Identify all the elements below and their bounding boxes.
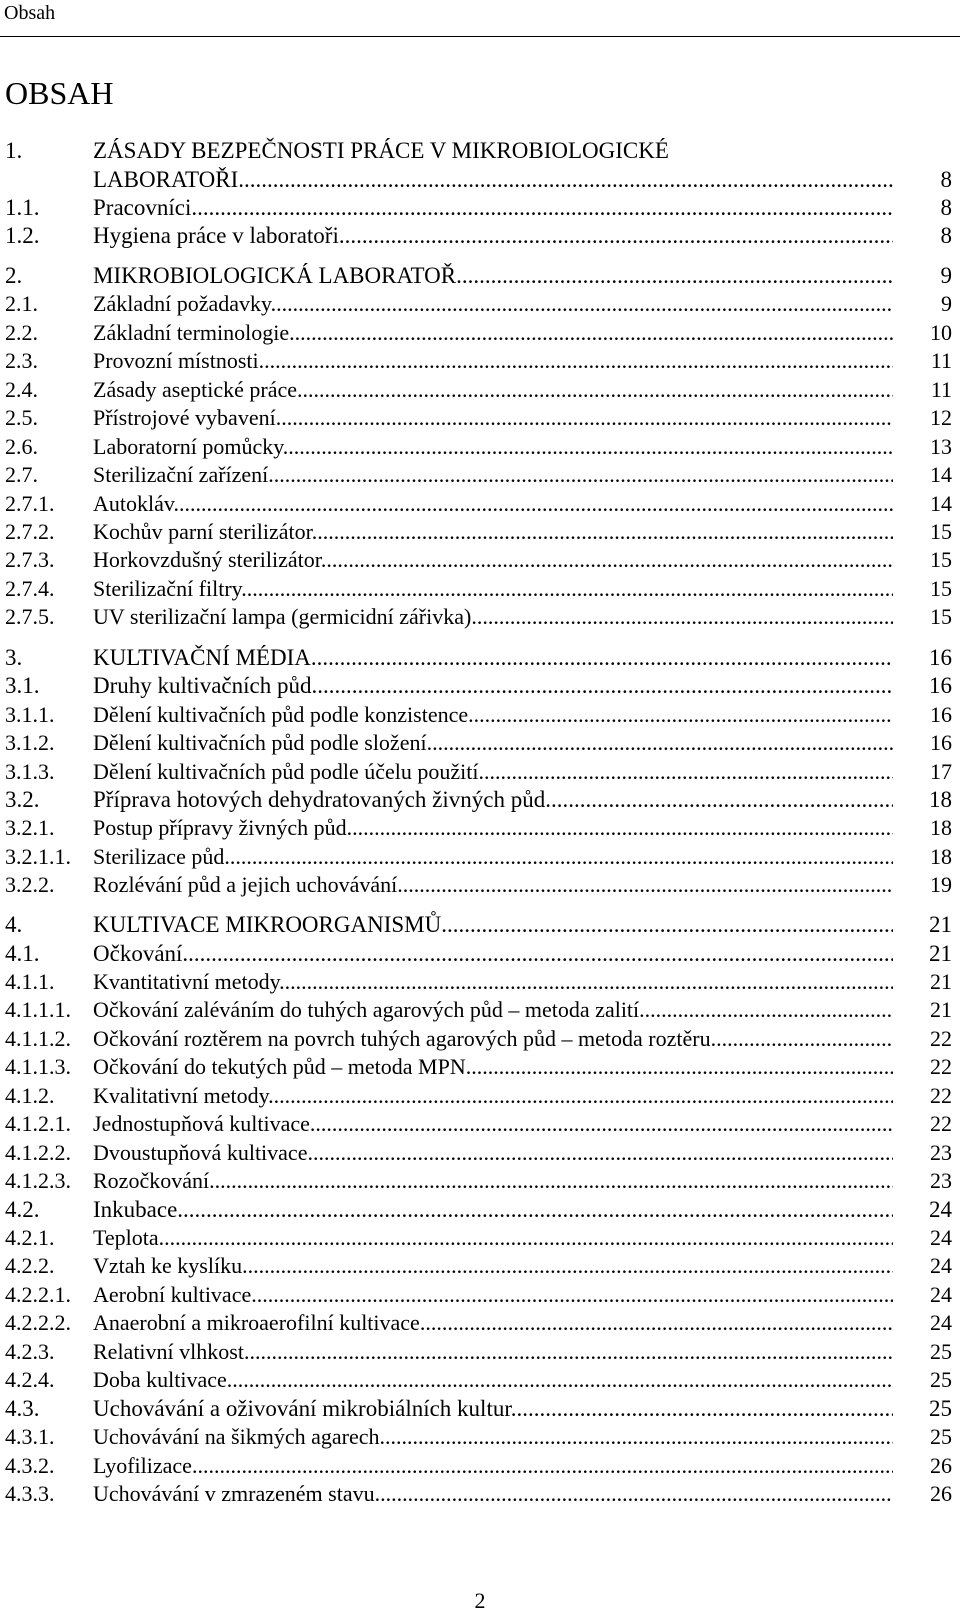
toc-entry-page: 21 [929,912,952,937]
toc-entry-page: 11 [930,377,952,402]
toc-entry-title: Lyofilizace ..... [93,1452,893,1480]
toc-entry-number: 4.1.2.2. [5,1140,71,1165]
toc-entry[interactable] [0,1366,960,1394]
toc-entry-title: Příprava hotových dehydratovaných živných půd ..... [93,786,893,814]
toc-entry[interactable] [0,1281,960,1309]
toc-entry-title: Uchovávání v zmrazeném stavu ..... [93,1480,893,1508]
toc-entry-title: Sterilizační filtry ..... [93,575,893,603]
toc-entry[interactable] [0,1224,960,1252]
toc-entry-title: Zásady aseptické práce ..... [93,376,893,404]
toc-entry[interactable] [0,911,960,939]
toc-entry-title: Pracovníci ..... [93,194,893,222]
toc-entry-page: 11 [930,348,952,373]
toc-entry-title: Kvalitativní metody ..... [93,1082,893,1110]
toc-entry-title: ZÁSADY BEZPEČNOSTI PRÁCE V MIKROBIOLOGICKÉ [93,138,669,163]
toc-entry[interactable] [0,490,960,518]
toc-entry-title: Postup přípravy živných půd ..... [93,814,893,842]
toc-entry-page: 25 [930,1339,952,1364]
toc-entry[interactable] [0,433,960,461]
toc-entry-number: 4.1.2.1. [5,1111,71,1136]
toc-entry-number: 2.5. [5,405,38,430]
toc-entry[interactable] [0,222,960,250]
toc-entry-page: 15 [930,547,952,572]
toc-entry[interactable] [0,290,960,318]
toc-entry-title: Vztah ke kyslíku ..... [93,1252,893,1280]
toc-entry[interactable] [0,461,960,489]
toc-entry-number: 3.1. [5,673,40,698]
toc-entry-number: 4.1.1.3. [5,1054,71,1079]
toc-entry[interactable] [0,376,960,404]
toc-entry-title: Jednostupňová kultivace ..... [93,1110,893,1138]
toc-entry[interactable] [0,166,960,194]
toc-entry-number: 4.1.2. [5,1083,55,1108]
toc-entry-number: 2.4. [5,377,38,402]
toc-entry-number: 3.1.3. [5,759,55,784]
toc-entry-page: 22 [930,1026,952,1051]
toc-entry-title: Základní požadavky ..... [93,290,893,318]
toc-entry-page: 26 [930,1481,952,1506]
toc-entry-page: 23 [930,1168,952,1193]
toc-entry[interactable] [0,518,960,546]
toc-entry-title: Sterilizační zařízení ..... [93,461,893,489]
toc-entry[interactable] [0,1110,960,1138]
toc-entry-title: Dělení kultivačních půd podle složení ..... [93,729,893,757]
toc-entry-page: 15 [930,604,952,629]
toc-entry[interactable] [0,347,960,375]
toc-entry-number: 4.3.2. [5,1453,55,1478]
toc-entry-page: 16 [930,702,952,727]
toc-entry[interactable] [0,546,960,574]
toc-entry-title: Uchovávání a oživování mikrobiálních kultur ..... [93,1395,893,1423]
toc-entry-page: 25 [930,1367,952,1392]
toc-entry-title: MIKROBIOLOGICKÁ LABORATOŘ ..... [93,262,893,290]
toc-entry-page: 10 [930,320,952,345]
toc-entry-number: 3.2.1.1. [5,844,71,869]
toc-entry-number: 4.2.2. [5,1253,55,1278]
toc-entry-number: 2.6. [5,434,38,459]
toc-entry-title: Uchovávání na šikmých agarech ..... [93,1423,893,1451]
toc-entry-title: Očkování roztěrem na povrch tuhých agarových půd – metoda roztěru ..... [93,1025,893,1053]
toc-entry[interactable] [0,603,960,631]
toc-entry-title: UV sterilizační lampa (germicidní zářivka) ..... [93,603,893,631]
toc-entry-number: 4. [5,912,23,937]
toc-entry-number: 2.2. [5,320,38,345]
toc-entry[interactable] [0,1196,960,1224]
toc-entry-title: Doba kultivace ..... [93,1366,893,1394]
toc-entry-number: 4.2.3. [5,1339,55,1364]
toc-entry-page: 8 [940,167,952,192]
page-number: 2 [474,1588,486,1613]
toc-entry-number: 2.7.2. [5,519,55,544]
toc-entry-title: Dělení kultivačních půd podle účelu použití ..... [93,758,893,786]
toc-entry-page: 8 [940,195,952,220]
toc-entry[interactable] [0,262,960,290]
toc-entry[interactable] [0,1082,960,1110]
toc-entry[interactable] [0,1423,960,1451]
toc-entry-number: 2.7.3. [5,547,55,572]
toc-entry-page: 22 [930,1083,952,1108]
toc-entry-number: 4.1.1.1. [5,997,71,1022]
toc-entry[interactable] [0,137,960,165]
toc-entry[interactable] [0,940,960,968]
toc-entry-number: 1. [5,138,23,163]
toc-entry[interactable] [0,404,960,432]
toc-entry-number: 4.1.2.3. [5,1168,71,1193]
toc-entry-page: 24 [930,1310,952,1335]
toc-entry-title: Rozočkování ..... [93,1167,893,1195]
toc-entry-number: 2.7.5. [5,604,55,629]
toc-entry-page: 25 [930,1424,952,1449]
toc-entry[interactable] [0,194,960,222]
toc-entry-title: Autokláv ..... [93,490,893,518]
toc-entry[interactable] [0,968,960,996]
toc-entry[interactable] [0,1338,960,1366]
toc-entry-title: Očkování ..... [93,940,893,968]
toc-entry-title: Rozlévání půd a jejich uchovávání ..... [93,871,893,899]
toc-entry-page: 24 [930,1253,952,1278]
toc-entry-page: 21 [930,969,952,994]
toc-entry-title: Očkování do tekutých půd – metoda MPN ..... [93,1053,893,1081]
toc-entry-number: 3. [5,645,23,670]
toc-entry-page: 12 [930,405,952,430]
toc-entry-number: 4.3. [5,1396,40,1421]
toc-entry-page: 22 [930,1054,952,1079]
toc-entry[interactable] [0,843,960,871]
toc-entry-title: Inkubace ..... [93,1196,893,1224]
toc-entry[interactable] [0,758,960,786]
toc-entry-page: 13 [930,434,952,459]
toc-entry-number: 2.7.1. [5,491,55,516]
toc-entry-title: Relativní vlhkost ..... [93,1338,893,1366]
toc-entry-page: 18 [929,787,952,812]
toc-entry[interactable] [0,1309,960,1337]
toc-entry-page: 9 [941,291,952,316]
toc-entry-title: Kvantitativní metody ..... [93,968,893,996]
toc-entry-number: 4.2.1. [5,1225,55,1250]
toc-entry-number: 4.1.1. [5,969,55,994]
toc-entry[interactable] [0,729,960,757]
toc-entry-page: 15 [930,576,952,601]
toc-entry-number: 3.1.2. [5,730,55,755]
toc-entry-title: Základní terminologie ..... [93,319,893,347]
toc-entry-number: 3.2.2. [5,872,55,897]
toc-entry-page: 16 [929,645,952,670]
toc-entry-page: 16 [929,673,952,698]
toc-entry-title: Druhy kultivačních půd ..... [93,672,893,700]
toc-entry-title: Aerobní kultivace ..... [93,1281,893,1309]
toc-entry-page: 16 [930,730,952,755]
toc-entry-page: 24 [930,1282,952,1307]
toc-entry-page: 18 [930,844,952,869]
toc-entry-title: Hygiena práce v laboratoři ..... [93,222,893,250]
toc-entry-number: 3.1.1. [5,702,55,727]
toc-entry-page: 15 [930,519,952,544]
toc-entry-title: Teplota ..... [93,1224,893,1252]
toc-entry-number: 2.7. [5,462,38,487]
toc-entry-number: 1.1. [5,195,40,220]
toc-entry-page: 17 [930,759,952,784]
toc-entry-page: 21 [929,941,952,966]
toc-entry-title: Horkovzdušný sterilizátor ..... [93,546,893,574]
page-title: OBSAH [5,75,114,111]
toc-entry-number: 4.1. [5,941,40,966]
toc-entry-title: KULTIVAČNÍ MÉDIA ..... [93,644,893,672]
toc-entry[interactable] [0,575,960,603]
toc-entry[interactable] [0,1252,960,1280]
toc-entry[interactable] [0,1167,960,1195]
toc-entry-number: 2.7.4. [5,576,55,601]
toc-entry-number: 4.1.1.2. [5,1026,71,1051]
toc-entry-page: 9 [940,263,952,288]
toc-entry[interactable] [0,701,960,729]
toc-entry-page: 24 [930,1225,952,1250]
toc-entry-number: 1.2. [5,223,40,248]
toc-entry[interactable] [0,786,960,814]
toc-entry-title: Sterilizace půd ..... [93,843,893,871]
toc-entry[interactable] [0,672,960,700]
toc-entry-title: Přístrojové vybavení ..... [93,404,893,432]
toc-entry-number: 3.2. [5,787,40,812]
toc-entry-title: LABORATOŘI ..... [93,166,893,194]
toc-entry-page: 8 [940,223,952,248]
toc-entry[interactable] [0,1053,960,1081]
toc-entry-page: 23 [930,1140,952,1165]
toc-entry-title: Anaerobní a mikroaerofilní kultivace ..... [93,1309,893,1337]
toc-entry-number: 2.3. [5,348,38,373]
toc-entry-title: KULTIVACE MIKROORGANISMŮ ..... [93,911,893,939]
toc-entry[interactable] [0,871,960,899]
toc-entry-number: 4.3.3. [5,1481,55,1506]
toc-entry-page: 14 [930,491,952,516]
toc-entry-page: 25 [929,1396,952,1421]
toc-entry[interactable] [0,644,960,672]
toc-entry-title: Očkování zaléváním do tuhých agarových půd – metoda zalití ..... [93,996,893,1024]
toc-entry-page: 22 [930,1111,952,1136]
toc-entry-page: 18 [930,815,952,840]
toc-entry[interactable] [0,1480,960,1508]
toc-entry[interactable] [0,814,960,842]
toc-entry-title: Provozní místnosti ..... [93,347,893,375]
toc-entry-number: 4.3.1. [5,1424,55,1449]
toc-entry-page: 21 [930,997,952,1022]
toc-entry-number: 4.2.2.2. [5,1310,71,1335]
toc-entry-number: 2.1. [5,291,38,316]
toc-entry-page: 26 [930,1453,952,1478]
toc-entry[interactable] [0,1452,960,1480]
toc-entry-page: 24 [929,1197,952,1222]
toc-entry[interactable] [0,1139,960,1167]
toc-entry[interactable] [0,1395,960,1423]
toc-entry[interactable] [0,1025,960,1053]
toc-entry-title: Dělení kultivačních půd podle konzistence ..... [93,701,893,729]
toc-entry-page: 14 [930,462,952,487]
running-header: Obsah [4,2,56,24]
toc-entry-title: Laboratorní pomůcky ..... [93,433,893,461]
toc-entry-title: Kochův parní sterilizátor ..... [93,518,893,546]
toc-entry-number: 3.2.1. [5,815,55,840]
toc-entry[interactable] [0,996,960,1024]
toc-entry-number: 4.2.2.1. [5,1282,71,1307]
toc-entry-page: 19 [930,872,952,897]
toc-entry-number: 2. [5,263,23,288]
toc-entry-title: Dvoustupňová kultivace ..... [93,1139,893,1167]
toc-entry-number: 4.2.4. [5,1367,55,1392]
toc-entry-number: 4.2. [5,1197,40,1222]
toc-entry[interactable] [0,319,960,347]
